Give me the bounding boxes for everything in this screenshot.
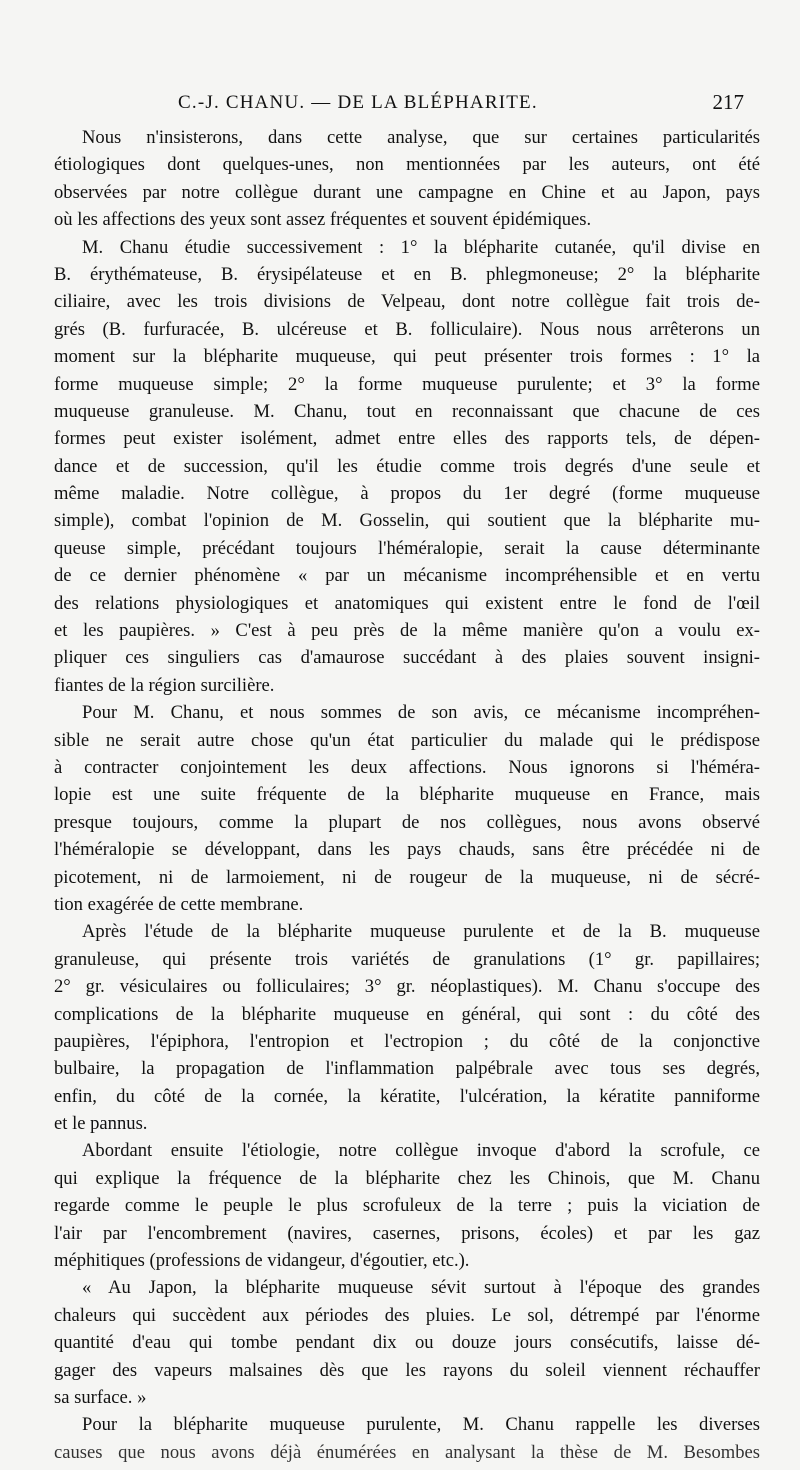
text-line: causes que nous avons déjà énumérées en analysant la thèse de M. Besombes <box>54 1441 760 1463</box>
text-line: l'air par l'encombrement (navires, casernes, prisons, écoles) et par les gaz <box>54 1222 760 1244</box>
text-line: regarde comme le peuple le plus scrofuleux de la terre ; puis la viciation de <box>54 1195 760 1217</box>
text-line: granuleuse, qui présente trois variétés de granulations (1° gr. papillaires; <box>54 948 760 970</box>
text-line: « Au Japon, la blépharite muqueuse sévit surtout à l'époque des grandes <box>82 1277 760 1299</box>
text-line: complications de la blépharite muqueuse en général, qui sont : du côté des <box>54 1003 760 1025</box>
text-line: pliquer ces singuliers cas d'amaurose succédant à des plaies souvent insigni- <box>54 647 760 669</box>
text-line: fiantes de la région surcilière. <box>54 674 275 696</box>
text-line: quantité d'eau qui tombe pendant dix ou douze jours consécutifs, laisse dé- <box>54 1332 760 1354</box>
text-line: et le pannus. <box>54 1113 148 1135</box>
text-line: muqueuse granuleuse. M. Chanu, tout en reconnaissant que chacune de ces <box>54 400 760 422</box>
text-line: de ce dernier phénomène « par un mécanisme incompréhensible et en vertu <box>54 565 760 587</box>
text-line: simple), combat l'opinion de M. Gosselin, qui soutient que la blépharite mu- <box>54 510 760 532</box>
text-line: chaleurs qui succèdent aux périodes des pluies. Le sol, détrempé par l'énorme <box>54 1304 760 1326</box>
text-line: qui explique la fréquence de la blépharite chez les Chinois, que M. Chanu <box>54 1167 760 1189</box>
text-line: Nous n'insisterons, dans cette analyse, que sur certaines particularités <box>82 127 760 148</box>
text-line: B. érythémateuse, B. érysipélateuse et en B. phlegmoneuse; 2° la blépharite <box>54 263 760 285</box>
text-line: observées par notre collègue durant une campagne en Chine et au Japon, pays <box>54 181 760 203</box>
paragraph <box>54 234 760 700</box>
page-header <box>0 92 800 122</box>
text-line: où les affections des yeux sont assez fréquentes et souvent épidémiques. <box>54 209 592 231</box>
paragraph <box>54 1274 760 1411</box>
body-text <box>54 124 760 1466</box>
text-line: lopie est une suite fréquente de la blépharite muqueuse en France, mais <box>54 784 760 806</box>
text-line: queuse simple, précédant toujours l'héméralopie, serait la cause déterminante <box>54 537 760 559</box>
text-line: Pour la blépharite muqueuse purulente, M. Chanu rappelle les diverses <box>82 1414 760 1436</box>
text-line: M. Chanu étudie successivement : 1° la blépharite cutanée, qu'il divise en <box>82 236 760 258</box>
text-line: Pour M. Chanu, et nous sommes de son avis, ce mécanisme incompréhen- <box>82 702 760 724</box>
paragraph <box>54 1411 760 1466</box>
text-line: sible ne serait autre chose qu'un état particulier du malade qui le prédispose <box>54 729 760 751</box>
text-line: moment sur la blépharite muqueuse, qui peut présenter trois formes : 1° la <box>54 346 760 368</box>
text-line: l'héméralopie se développant, dans les pays chauds, sans être précédée ni de <box>54 839 760 861</box>
text-line: paupières, l'épiphora, l'entropion et l'ectropion ; du côté de la conjonctive <box>54 1030 760 1052</box>
text-line: presque toujours, comme la plupart de nos collègues, nous avons observé <box>54 811 760 833</box>
text-line: même maladie. Notre collègue, à propos du 1er degré (forme muqueuse <box>54 483 760 505</box>
paragraph <box>54 918 760 1137</box>
paragraph <box>54 124 760 234</box>
text-line: tion exagérée de cette membrane. <box>54 893 304 915</box>
text-line: ciliaire, avec les trois divisions de Velpeau, dont notre collègue fait trois de- <box>54 291 760 313</box>
text-line: bulbaire, la propagation de l'inflammation palpébrale avec tous ses degrés, <box>54 1058 760 1080</box>
text-line: méphitiques (professions de vidangeur, d'égoutier, etc.). <box>54 1250 470 1272</box>
text-line: à contracter conjointement les deux affections. Nous ignorons si l'héméra- <box>54 756 760 778</box>
text-line: picotement, ni de larmoiement, ni de rougeur de la muqueuse, ni de sécré- <box>54 866 760 888</box>
text-line: enfin, du côté de la cornée, la kératite, l'ulcération, la kératite panniforme <box>54 1085 760 1107</box>
text-line: Après l'étude de la blépharite muqueuse purulente et de la B. muqueuse <box>82 921 760 943</box>
paragraph <box>54 699 760 918</box>
text-line: 2° gr. vésiculaires ou folliculaires; 3° gr. néoplastiques). M. Chanu s'occupe des <box>54 976 760 998</box>
text-line: des relations physiologiques et anatomiques qui existent entre le fond de l'œil <box>54 592 760 614</box>
text-line: étiologiques dont quelques-unes, non mentionnées par les auteurs, ont été <box>54 154 760 176</box>
text-line: sa surface. » <box>54 1386 147 1408</box>
page-number: 217 <box>712 90 744 114</box>
text-line: dance et de succession, qu'il les étudie comme trois degrés d'une seule et <box>54 455 760 477</box>
text-line: grés (B. furfuracée, B. ulcéreuse et B. folliculaire). Nous nous arrêterons un <box>54 318 760 340</box>
running-title: C.-J. CHANU. — DE LA BLÉPHARITE. <box>178 92 538 113</box>
text-line: forme muqueuse simple; 2° la forme muqueuse purulente; et 3° la forme <box>54 373 760 395</box>
paragraph <box>54 1137 760 1274</box>
text-line: gager des vapeurs malsaines dès que les rayons du soleil viennent réchauffer <box>54 1359 760 1381</box>
text-line: Abordant ensuite l'étiologie, notre collègue invoque d'abord la scrofule, ce <box>82 1140 760 1162</box>
text-line: et les paupières. » C'est à peu près de la même manière qu'on a voulu ex- <box>54 620 760 642</box>
text-line: formes peut exister isolément, admet entre elles des rapports tels, de dépen- <box>54 428 760 450</box>
